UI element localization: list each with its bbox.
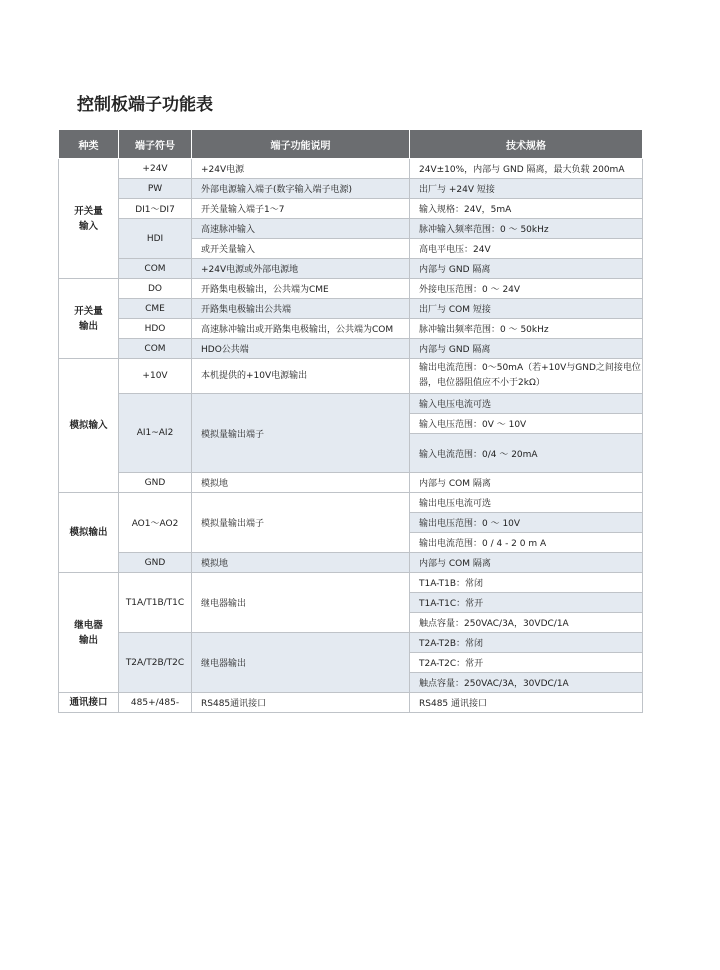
terminal-spec: 触点容量：250VAC/3A，30VDC/1A [410, 613, 643, 633]
terminal-symbol: DO [119, 279, 192, 299]
terminal-description: RS485通讯接口 [192, 693, 410, 713]
header-spec: 技术规格 [410, 130, 643, 159]
terminal-spec: T1A-T1B：常闭 [410, 573, 643, 593]
terminal-description: 模拟量输出端子 [192, 394, 410, 473]
terminal-description: HDO公共端 [192, 339, 410, 359]
terminal-spec: 出厂与 COM 短接 [410, 299, 643, 319]
table-row [59, 573, 643, 593]
terminal-symbol: COM [119, 259, 192, 279]
terminal-spec: 出厂与 +24V 短接 [410, 179, 643, 199]
table-row [59, 693, 643, 713]
terminal-symbol: HDI [119, 219, 192, 259]
category-label: 开关量 [74, 305, 103, 317]
terminal-symbol: COM [119, 339, 192, 359]
terminal-symbol: PW [119, 179, 192, 199]
category-analog-output: 模拟输出 [59, 493, 119, 573]
terminal-symbol: CME [119, 299, 192, 319]
terminal-spec: T2A-T2B：常闭 [410, 633, 643, 653]
table-row [59, 394, 643, 414]
category-analog-input: 模拟输入 [59, 359, 119, 493]
terminal-spec: 输出电压范围：0 ～ 10V [410, 513, 643, 533]
terminal-symbol: +10V [119, 359, 192, 394]
terminal-description: 模拟地 [192, 553, 410, 573]
terminal-symbol: 485+/485- [119, 693, 192, 713]
terminal-symbol: AI1~AI2 [119, 394, 192, 473]
terminal-spec: 内部与 GND 隔离 [410, 339, 643, 359]
terminal-symbol: +24V [119, 159, 192, 179]
table-row [59, 179, 643, 199]
terminal-spec: 内部与 COM 隔离 [410, 553, 643, 573]
terminal-description: 模拟地 [192, 473, 410, 493]
terminal-spec: 脉冲输入频率范围：0 ～ 50kHz [410, 219, 643, 239]
terminal-spec: 脉冲输出频率范围：0 ～ 50kHz [410, 319, 643, 339]
terminal-spec: 高电平电压：24V [410, 239, 643, 259]
terminal-description: 开路集电极输出公共端 [192, 299, 410, 319]
terminal-spec: 输入规格：24V，5mA [410, 199, 643, 219]
table-row [59, 199, 643, 219]
terminal-description: 继电器输出 [192, 633, 410, 693]
terminal-symbol: T1A/T1B/T1C [119, 573, 192, 633]
header-function: 端子功能说明 [192, 130, 410, 159]
terminal-description: +24V电源或外部电源地 [192, 259, 410, 279]
table-row [59, 219, 643, 239]
terminal-spec: 触点容量：250VAC/3A，30VDC/1A [410, 673, 643, 693]
terminal-description: 本机提供的+10V电源输出 [192, 359, 410, 394]
category-digital-output [59, 279, 119, 359]
terminal-spec: 输出电压电流可选 [410, 493, 643, 513]
terminal-description: 模拟量输出端子 [192, 493, 410, 553]
terminal-description: 开路集电极输出，公共端为CME [192, 279, 410, 299]
terminal-symbol: T2A/T2B/T2C [119, 633, 192, 693]
terminal-symbol: HDO [119, 319, 192, 339]
terminal-description: 开关量输入端子1～7 [192, 199, 410, 219]
category-label: 开关量 [74, 205, 103, 217]
terminal-spec: 输入电压范围：0V ～ 10V [410, 414, 643, 434]
terminal-description: 高速脉冲输出或开路集电极输出，公共端为COM [192, 319, 410, 339]
terminal-symbol: GND [119, 473, 192, 493]
category-label: 输入 [78, 220, 98, 232]
table-row [59, 633, 643, 653]
category-digital-input [59, 159, 119, 279]
terminal-spec: 24V±10%，内部与 GND 隔离，最大负载 200mA [410, 159, 643, 179]
terminal-spec: 输入电压电流可选 [410, 394, 643, 414]
category-label: 输出 [78, 320, 98, 332]
terminal-symbol: GND [119, 553, 192, 573]
terminal-description: +24V电源 [192, 159, 410, 179]
table-row [59, 473, 643, 493]
terminal-symbol: AO1～AO2 [119, 493, 192, 553]
terminal-function-table [58, 129, 643, 713]
table-row [59, 159, 643, 179]
terminal-spec: 外接电压范围：0 ～ 24V [410, 279, 643, 299]
terminal-spec: 输出电流范围：0～50mA（若+10V与GND之间接电位器，电位器阻值应不小于2kΩ） [410, 359, 643, 394]
category-relay-output [59, 573, 119, 693]
table-row [59, 259, 643, 279]
terminal-description: 或开关量输入 [192, 239, 410, 259]
terminal-spec: 内部与 COM 隔离 [410, 473, 643, 493]
table-row [59, 339, 643, 359]
header-category: 种类 [59, 130, 119, 159]
terminal-spec: 内部与 GND 隔离 [410, 259, 643, 279]
terminal-spec: RS485 通讯接口 [410, 693, 643, 713]
terminal-spec: 输出电流范围：0 / 4 - 2 0 m A [410, 533, 643, 553]
terminal-spec: T2A-T2C：常开 [410, 653, 643, 673]
table-row [59, 279, 643, 299]
page-title: 控制板端子功能表 [77, 95, 213, 115]
table-row [59, 493, 643, 513]
table-row [59, 553, 643, 573]
terminal-description: 高速脉冲输入 [192, 219, 410, 239]
table-row [59, 319, 643, 339]
table-row [59, 359, 643, 394]
terminal-spec: T1A-T1C：常开 [410, 593, 643, 613]
category-communication: 通讯接口 [59, 693, 119, 713]
terminal-spec: 输入电流范围：0/4 ～ 20mA [410, 434, 643, 473]
table-row [59, 299, 643, 319]
category-label: 输出 [78, 634, 98, 646]
table-header-row [59, 130, 643, 159]
terminal-description: 继电器输出 [192, 573, 410, 633]
category-label: 继电器 [74, 619, 103, 631]
terminal-description: 外部电源输入端子(数字输入端子电源) [192, 179, 410, 199]
header-terminal: 端子符号 [119, 130, 192, 159]
terminal-symbol: DI1～DI7 [119, 199, 192, 219]
